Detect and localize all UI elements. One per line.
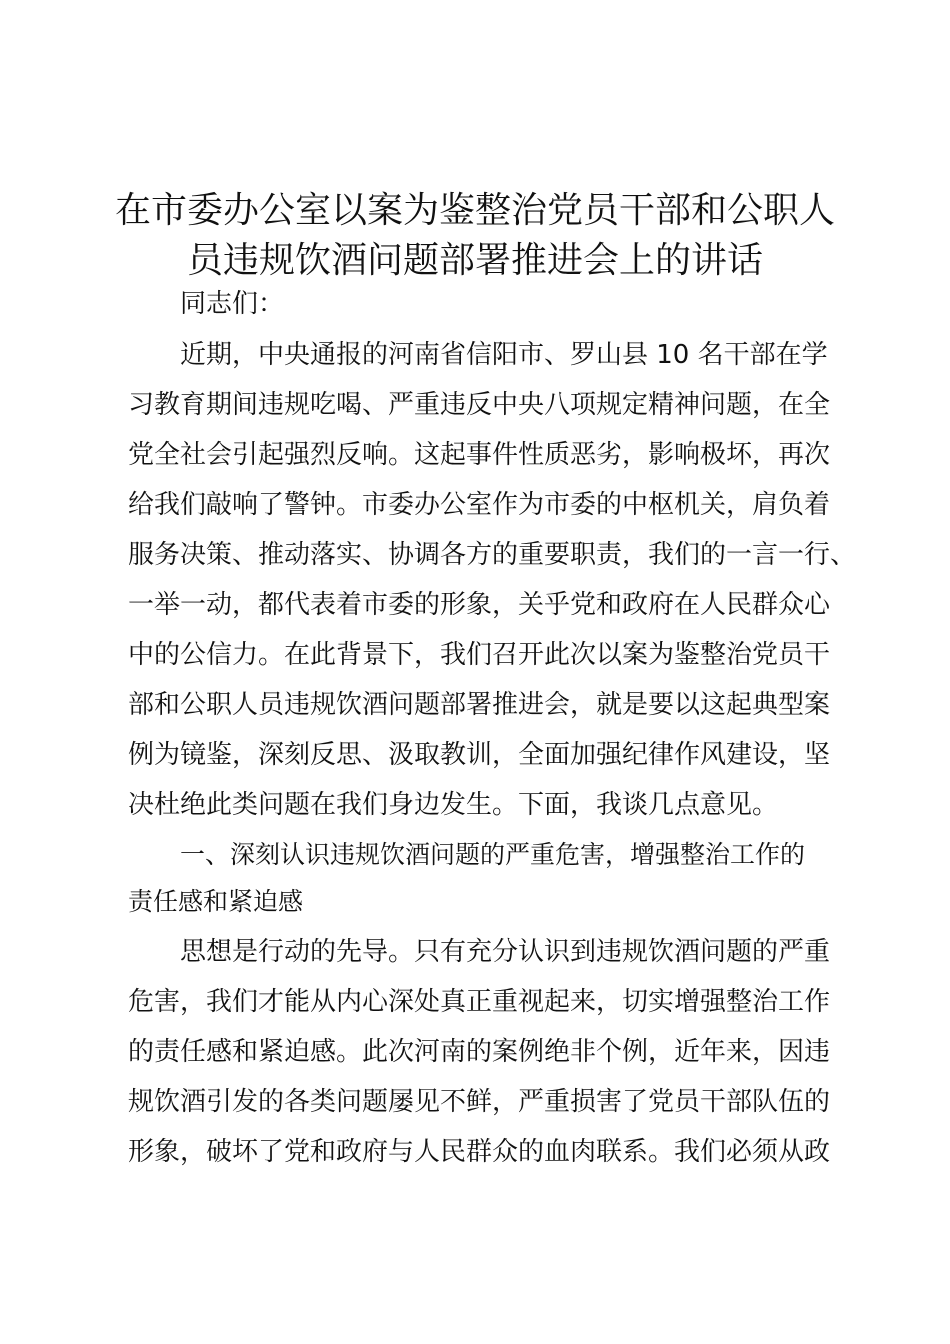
text-line: 形象，破坏了党和政府与人民群众的血肉联系。我们必须从政: [128, 1137, 831, 1167]
text-line: 服务决策、推动落实、协调各方的重要职责，我们的一言一行、: [128, 540, 857, 570]
heading-line: 一、深刻认识违规饮酒问题的严重危害，增强整治工作的: [180, 840, 806, 869]
text-line: 给我们敲响了警钟。市委办公室作为市委的中枢机关，肩负着: [128, 490, 831, 520]
text-line: 的责任感和紧迫感。此次河南的案例绝非个例，近年来，因违: [128, 1037, 831, 1067]
text-line: 部和公职人员违规饮酒问题部署推进会，就是要以这起典型案: [128, 690, 831, 720]
text-line: 规饮酒引发的各类问题屡见不鲜，严重损害了党员干部队伍的: [128, 1087, 831, 1117]
salutation: 同志们：: [180, 289, 285, 319]
text-line: 党全社会引起强烈反响。这起事件性质恶劣，影响极坏，再次: [128, 440, 831, 470]
title-line: 员违规饮酒问题部署推进会上的讲话: [186, 240, 763, 281]
title-line: 在市委办公室以案为鉴整治党员干部和公职人: [114, 190, 835, 231]
document-title: [110, 186, 840, 286]
text-line: 例为镜鉴，深刻反思、汲取教训，全面加强纪律作风建设，坚: [128, 740, 831, 770]
text-line: 中的公信力。在此背景下，我们召开此次以案为鉴整治党员干: [128, 640, 831, 670]
text-line: 危害，我们才能从内心深处真正重视起来，切实增强整治工作: [128, 987, 831, 1017]
text-line: 一举一动，都代表着市委的形象，关乎党和政府在人民群众心: [128, 590, 831, 620]
text-line: 近期，中央通报的河南省信阳市、罗山县 10 名干部在学: [180, 340, 828, 370]
text-line: 决杜绝此类问题在我们身边发生。下面，我谈几点意见。: [128, 790, 779, 820]
text-line: 思想是行动的先导。只有充分认识到违规饮酒问题的严重: [180, 937, 831, 967]
heading-line: 责任感和紧迫感: [128, 887, 304, 916]
text-line: 习教育期间违规吃喝、严重违反中央八项规定精神问题，在全: [128, 390, 831, 420]
